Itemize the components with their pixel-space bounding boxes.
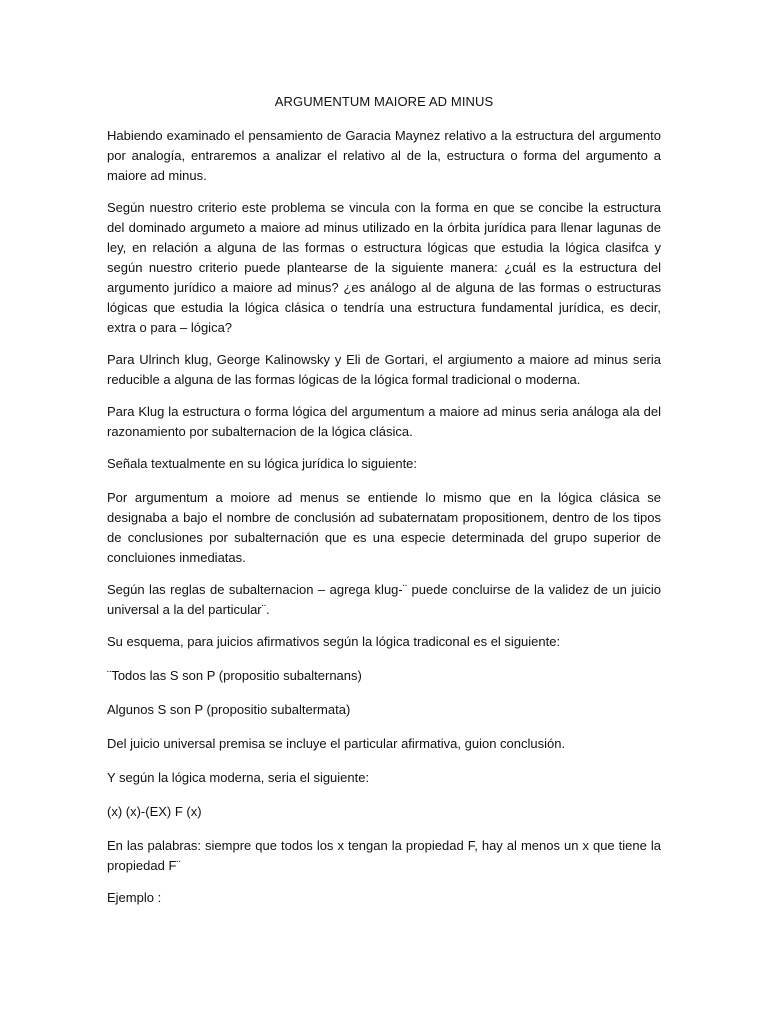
paragraph-premisa-particular: Algunos S son P (propositio subaltermata) — [107, 702, 351, 717]
paragraph-esquema: Su esquema, para juicios afirmativos según la lógica tradiconal es el siguiente: — [107, 634, 561, 649]
paragraph-reglas: Según las reglas de subalternacion – agrega klug-¨ puede concluirse de la validez de un juicio universal a la del particular¨. — [107, 582, 661, 617]
paragraph-conclusion: Del juicio universal premisa se incluye el particular afirmativa, guion conclusión. — [107, 736, 566, 751]
paragraph-palabras: En las palabras: siempre que todos los x tengan la propiedad F, hay al menos un x que tiene la propiedad F¨ — [107, 838, 661, 873]
paragraph-klug: Para Klug la estructura o forma lógica del argumentum a maiore ad minus seria análoga ala del razonamiento por subalternacion de la lógica clásica. — [107, 404, 661, 439]
paragraph-ejemplo: Ejemplo : — [107, 890, 162, 905]
paragraph-senala: Señala textualmente en su lógica jurídica lo siguiente: — [107, 456, 418, 471]
paragraph-premisa-universal: ¨Todos las S son P (propositio subalternans) — [107, 668, 362, 683]
paragraph-formula: (x) (x)-(EX) F (x) — [107, 804, 202, 819]
paragraph-criterio: Según nuestro criterio este problema se vincula con la forma en que se concibe la estructura del dominado argumeto a maiore ad minus utilizado en la órbita jurídica para llenar lagunas de ley, en relación a alguna de las formas o estructura lógicas que estudia la lógica clasifca y según nuestro criterio puede plantearse de la siguiente manera: ¿cuál es la estructura del argumento jurídico a maiore ad minus? ¿es análogo al de alguna de las formas o estructuras lógicas que estudia la lógica clásica o tendría una estructura fundamental jurídica, es decir, extra o para – lógica? — [107, 200, 661, 335]
paragraph-definicion: Por argumentum a moiore ad menus se entiende lo mismo que en la lógica clásica se designaba a bajo el nombre de conclusión ad subaternatam propositionem, dentro de los tipos de conclusiones por subalternación que es una especie determinada del grupo superior de concluiones inmediatas. — [107, 490, 661, 565]
paragraph-logica-moderna: Y según la lógica moderna, seria el siguiente: — [107, 770, 370, 785]
paragraph-autores: Para Ulrinch klug, George Kalinowsky y Eli de Gortari, el argiumento a maiore ad minus seria reducible a alguna de las formas lógicas de la lógica formal tradicional o moderna. — [107, 352, 661, 387]
paragraph-intro: Habiendo examinado el pensamiento de Garacia Maynez relativo a la estructura del argumento por analogía, entraremos a analizar el relativo al de la, estructura o forma del argumento a maiore ad minus. — [107, 128, 661, 183]
document-title: ARGUMENTUM MAIORE AD MINUS — [274, 94, 494, 109]
